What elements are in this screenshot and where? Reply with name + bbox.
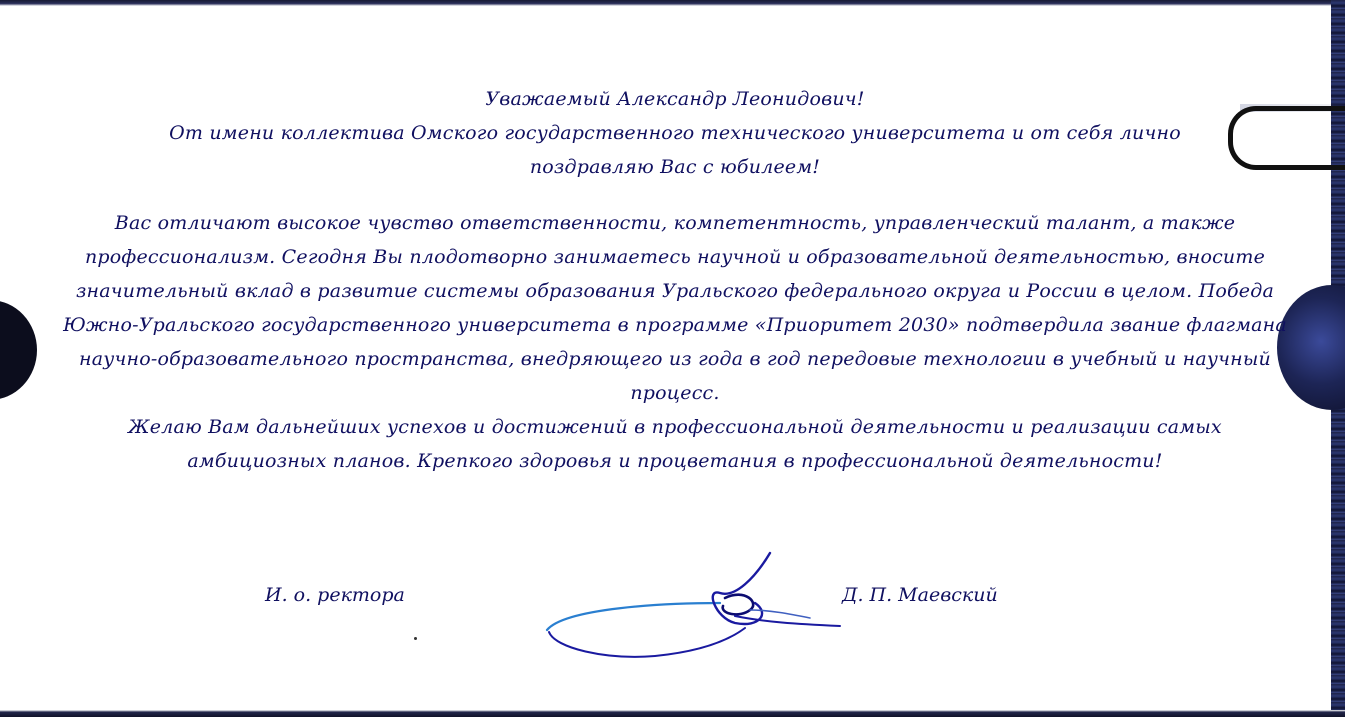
paragraph-line: амбициозных планов. Крепкого здоровья и процветания в профессиональной деятельности! — [187, 450, 1163, 472]
signatory-name: Д. П. Маевский — [842, 584, 998, 606]
letter-intro-line: поздравляю Вас с юбилеем! — [529, 156, 821, 178]
handwritten-signature — [545, 548, 845, 663]
paragraph-line: процесс. — [630, 382, 720, 404]
signatory-title: И. о. ректора — [265, 584, 405, 606]
letter-intro-line: От имени коллектива Омского государственного технического университета и от себя лично — [169, 122, 1181, 144]
scan-edge-bottom — [0, 710, 1345, 717]
paragraph-line: научно-образовательного пространства, внедряющего из года в год передовые технологии в учебный и научный — [79, 348, 1271, 370]
paragraph-line: Вас отличают высокое чувство ответственности, компетентность, управленческий талант, а также — [114, 212, 1236, 234]
paragraph-line: значительный вклад в развитие системы образования Уральского федерального округа и России в целом. Победа — [75, 280, 1275, 302]
paragraph-gap — [30, 184, 1320, 206]
paragraph-line: Южно-Уральского государственного университета в программе «Приоритет 2030» подтвердила звание флагмана — [63, 314, 1287, 336]
scan-speck — [414, 637, 417, 640]
letter-body — [30, 82, 1320, 478]
letter-greeting: Уважаемый Александр Леонидович! — [485, 88, 865, 110]
scan-edge-top — [0, 0, 1345, 6]
paragraph-line: Желаю Вам дальнейших успехов и достижений в профессиональной деятельности и реализации самых — [128, 416, 1222, 438]
paragraph-line: профессионализм. Сегодня Вы плодотворно занимаетесь научной и образовательной деятельностью, вносите — [84, 246, 1266, 268]
